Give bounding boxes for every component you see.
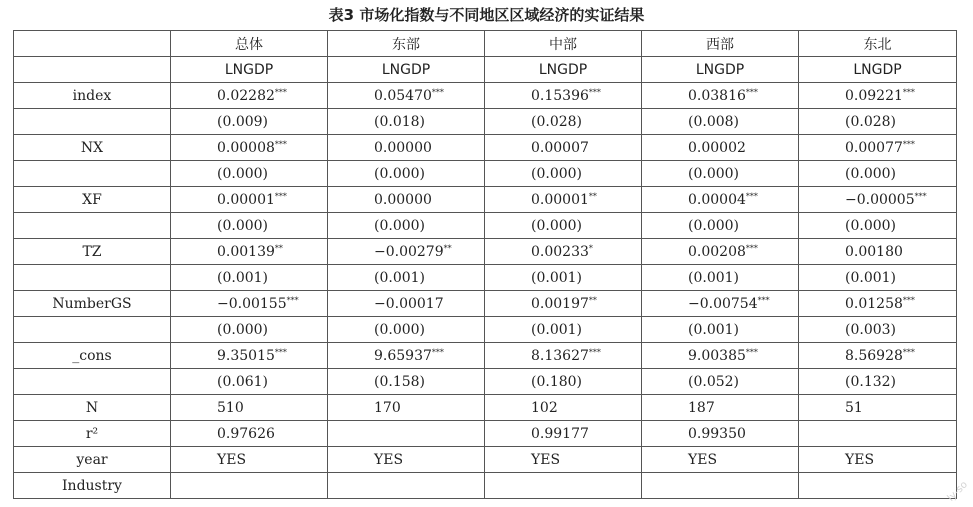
value-cell <box>171 421 328 447</box>
value-cell <box>642 395 799 421</box>
row-label: r² <box>14 421 171 447</box>
significance-stars: *** <box>274 191 287 201</box>
value-cell <box>642 239 799 265</box>
significance-stars: *** <box>902 295 915 305</box>
significance-stars: *** <box>902 87 915 97</box>
cell-value: (0.000) <box>374 217 426 234</box>
significance-stars: *** <box>914 191 927 201</box>
cell-value: (0.028) <box>531 113 583 130</box>
value-cell <box>485 239 642 265</box>
cell-value: 0.09221 <box>845 87 903 104</box>
cell-value: 9.00385 <box>688 347 746 364</box>
significance-stars: *** <box>757 295 770 305</box>
cell-value: 187 <box>688 399 715 416</box>
dep-var-cell: LNGDP <box>328 57 485 83</box>
cell-value: 0.00077 <box>845 139 903 156</box>
value-cell <box>799 135 957 161</box>
header-cell: 中部 <box>485 31 642 57</box>
cell-value: (0.001) <box>531 321 583 338</box>
value-cell <box>642 83 799 109</box>
cell-value: YES <box>845 451 875 468</box>
row-label: year <box>14 447 171 473</box>
significance-stars: ** <box>588 295 597 305</box>
significance-stars: *** <box>902 347 915 357</box>
table-row <box>14 83 957 109</box>
value-cell <box>642 265 799 291</box>
cell-value: (0.001) <box>845 269 897 286</box>
cell-value: 0.00008 <box>217 139 275 156</box>
value-cell <box>328 187 485 213</box>
row-label <box>14 265 171 291</box>
table-row <box>14 265 957 291</box>
table-row <box>14 473 957 499</box>
row-label: Industry <box>14 473 171 499</box>
significance-stars: *** <box>286 295 299 305</box>
cell-value: 0.00180 <box>845 243 903 260</box>
dep-var-cell: LNGDP <box>642 57 799 83</box>
row-label: NX <box>14 135 171 161</box>
cell-value: 0.00139 <box>217 243 275 260</box>
watermark: ly-so <box>945 479 970 504</box>
value-cell <box>328 317 485 343</box>
cell-value: −0.00754 <box>688 295 758 312</box>
value-cell <box>799 239 957 265</box>
value-cell <box>799 447 957 473</box>
significance-stars: *** <box>431 87 444 97</box>
cell-value: 0.99177 <box>531 425 589 442</box>
table-row <box>14 447 957 473</box>
header-cell: 东部 <box>328 31 485 57</box>
cell-value: (0.001) <box>531 269 583 286</box>
row-label <box>14 213 171 239</box>
value-cell <box>171 187 328 213</box>
cell-value: −0.00155 <box>217 295 287 312</box>
cell-value: 0.05470 <box>374 87 432 104</box>
cell-value: (0.000) <box>217 321 269 338</box>
cell-value: (0.001) <box>688 269 740 286</box>
table-row <box>14 395 957 421</box>
cell-value: (0.001) <box>688 321 740 338</box>
table-row <box>14 187 957 213</box>
cell-value: (0.018) <box>374 113 426 130</box>
significance-stars: *** <box>588 347 601 357</box>
cell-value: YES <box>217 451 247 468</box>
cell-value: YES <box>688 451 718 468</box>
value-cell <box>171 265 328 291</box>
header-cell-blank <box>14 31 171 57</box>
cell-value: (0.000) <box>845 165 897 182</box>
cell-value: (0.000) <box>845 217 897 234</box>
value-cell <box>328 343 485 369</box>
cell-value: (0.001) <box>374 269 426 286</box>
table-row <box>14 369 957 395</box>
significance-stars: *** <box>745 347 758 357</box>
row-label: NumberGS <box>14 291 171 317</box>
row-label <box>14 317 171 343</box>
cell-value: 9.35015 <box>217 347 275 364</box>
cell-value: 102 <box>531 399 558 416</box>
significance-stars: *** <box>588 87 601 97</box>
value-cell <box>171 213 328 239</box>
value-cell <box>799 213 957 239</box>
value-cell <box>485 83 642 109</box>
value-cell <box>642 161 799 187</box>
value-cell <box>485 369 642 395</box>
row-label <box>14 369 171 395</box>
value-cell <box>799 109 957 135</box>
value-cell <box>485 109 642 135</box>
cell-value: (0.003) <box>845 321 897 338</box>
value-cell <box>485 447 642 473</box>
value-cell <box>328 395 485 421</box>
value-cell <box>799 421 957 447</box>
cell-value: 9.65937 <box>374 347 432 364</box>
cell-value: (0.001) <box>217 269 269 286</box>
cell-value: (0.000) <box>374 165 426 182</box>
value-cell <box>642 109 799 135</box>
cell-value: (0.000) <box>531 165 583 182</box>
dep-var-cell: LNGDP <box>171 57 328 83</box>
value-cell <box>485 265 642 291</box>
row-label: TZ <box>14 239 171 265</box>
value-cell <box>642 135 799 161</box>
value-cell <box>642 473 799 499</box>
cell-value: YES <box>374 451 404 468</box>
significance-stars: *** <box>431 347 444 357</box>
value-cell <box>799 291 957 317</box>
value-cell <box>485 343 642 369</box>
table-row <box>14 421 957 447</box>
value-cell <box>642 317 799 343</box>
significance-stars: ** <box>588 191 597 201</box>
value-cell <box>171 109 328 135</box>
row-label <box>14 161 171 187</box>
value-cell <box>328 265 485 291</box>
value-cell <box>642 291 799 317</box>
cell-value: 0.00001 <box>217 191 275 208</box>
row-label: index <box>14 83 171 109</box>
cell-value: 170 <box>374 399 401 416</box>
value-cell <box>485 291 642 317</box>
table-row <box>14 135 957 161</box>
cell-value: (0.000) <box>531 217 583 234</box>
significance-stars: ** <box>274 243 283 253</box>
cell-value: 0.00208 <box>688 243 746 260</box>
value-cell <box>328 161 485 187</box>
value-cell <box>328 291 485 317</box>
significance-stars: * <box>588 243 593 253</box>
value-cell <box>171 161 328 187</box>
value-cell <box>171 291 328 317</box>
value-cell <box>799 161 957 187</box>
cell-value: (0.061) <box>217 373 269 390</box>
table-row <box>14 213 957 239</box>
cell-value: −0.00005 <box>845 191 915 208</box>
cell-value: 0.00007 <box>531 139 589 156</box>
value-cell <box>328 473 485 499</box>
dep-var-row <box>14 57 957 83</box>
cell-value: 0.00197 <box>531 295 589 312</box>
value-cell <box>799 187 957 213</box>
cell-value: 0.00000 <box>374 139 432 156</box>
cell-value: 0.03816 <box>688 87 746 104</box>
value-cell <box>485 473 642 499</box>
cell-value: 8.56928 <box>845 347 903 364</box>
cell-value: 0.00001 <box>531 191 589 208</box>
significance-stars: *** <box>745 87 758 97</box>
cell-value: 0.01258 <box>845 295 903 312</box>
table-row <box>14 291 957 317</box>
significance-stars: *** <box>274 347 287 357</box>
value-cell <box>171 83 328 109</box>
row-label: N <box>14 395 171 421</box>
value-cell <box>328 83 485 109</box>
cell-value: 0.15396 <box>531 87 589 104</box>
value-cell <box>799 265 957 291</box>
significance-stars: *** <box>745 243 758 253</box>
dep-var-cell <box>14 57 171 83</box>
value-cell <box>799 473 957 499</box>
cell-value: 0.00000 <box>374 191 432 208</box>
value-cell <box>171 135 328 161</box>
cell-value: 0.99350 <box>688 425 746 442</box>
cell-value: 0.00002 <box>688 139 746 156</box>
value-cell <box>642 421 799 447</box>
significance-stars: ** <box>443 243 452 253</box>
header-cell: 东北 <box>799 31 957 57</box>
cell-value: (0.000) <box>374 321 426 338</box>
cell-value: (0.132) <box>845 373 897 390</box>
table-row <box>14 317 957 343</box>
cell-value: (0.028) <box>845 113 897 130</box>
significance-stars: *** <box>274 139 287 149</box>
table-row <box>14 239 957 265</box>
table-title: 表3 市场化指数与不同地区区域经济的实证结果 <box>328 6 645 24</box>
results-table <box>13 30 957 499</box>
value-cell <box>485 161 642 187</box>
cell-value: 0.02282 <box>217 87 275 104</box>
cell-value: (0.180) <box>531 373 583 390</box>
cell-value: 8.13627 <box>531 347 589 364</box>
significance-stars: *** <box>902 139 915 149</box>
cell-value: (0.000) <box>688 165 740 182</box>
value-cell <box>799 83 957 109</box>
value-cell <box>171 317 328 343</box>
value-cell <box>485 187 642 213</box>
value-cell <box>485 317 642 343</box>
cell-value: (0.000) <box>688 217 740 234</box>
value-cell <box>485 135 642 161</box>
table-row <box>14 343 957 369</box>
cell-value: 510 <box>217 399 244 416</box>
header-row <box>14 31 957 57</box>
significance-stars: *** <box>745 191 758 201</box>
dep-var-cell: LNGDP <box>799 57 957 83</box>
value-cell <box>642 213 799 239</box>
value-cell <box>328 109 485 135</box>
row-label <box>14 109 171 135</box>
header-cell: 总体 <box>171 31 328 57</box>
cell-value: (0.000) <box>217 165 269 182</box>
header-cell: 西部 <box>642 31 799 57</box>
row-label: XF <box>14 187 171 213</box>
row-label: _cons <box>14 343 171 369</box>
value-cell <box>799 317 957 343</box>
value-cell <box>485 395 642 421</box>
table-row <box>14 161 957 187</box>
value-cell <box>328 369 485 395</box>
cell-value: 0.00233 <box>531 243 589 260</box>
value-cell <box>642 343 799 369</box>
cell-value: (0.009) <box>217 113 269 130</box>
cell-value: (0.052) <box>688 373 740 390</box>
value-cell <box>171 473 328 499</box>
value-cell <box>171 395 328 421</box>
significance-stars: *** <box>274 87 287 97</box>
value-cell <box>799 343 957 369</box>
cell-value: 0.97626 <box>217 425 275 442</box>
cell-value: −0.00279 <box>374 243 444 260</box>
value-cell <box>799 369 957 395</box>
value-cell <box>171 239 328 265</box>
value-cell <box>328 421 485 447</box>
value-cell <box>328 213 485 239</box>
value-cell <box>328 239 485 265</box>
value-cell <box>171 447 328 473</box>
cell-value: −0.00017 <box>374 295 444 312</box>
value-cell <box>642 187 799 213</box>
value-cell <box>642 447 799 473</box>
cell-value: (0.000) <box>217 217 269 234</box>
value-cell <box>171 369 328 395</box>
value-cell <box>485 213 642 239</box>
value-cell <box>171 343 328 369</box>
value-cell <box>642 369 799 395</box>
value-cell <box>328 447 485 473</box>
cell-value: (0.008) <box>688 113 740 130</box>
cell-value: YES <box>531 451 561 468</box>
table-row <box>14 109 957 135</box>
value-cell <box>799 395 957 421</box>
value-cell <box>485 421 642 447</box>
cell-value: 51 <box>845 399 863 416</box>
value-cell <box>328 135 485 161</box>
cell-value: (0.158) <box>374 373 426 390</box>
dep-var-cell: LNGDP <box>485 57 642 83</box>
cell-value: 0.00004 <box>688 191 746 208</box>
